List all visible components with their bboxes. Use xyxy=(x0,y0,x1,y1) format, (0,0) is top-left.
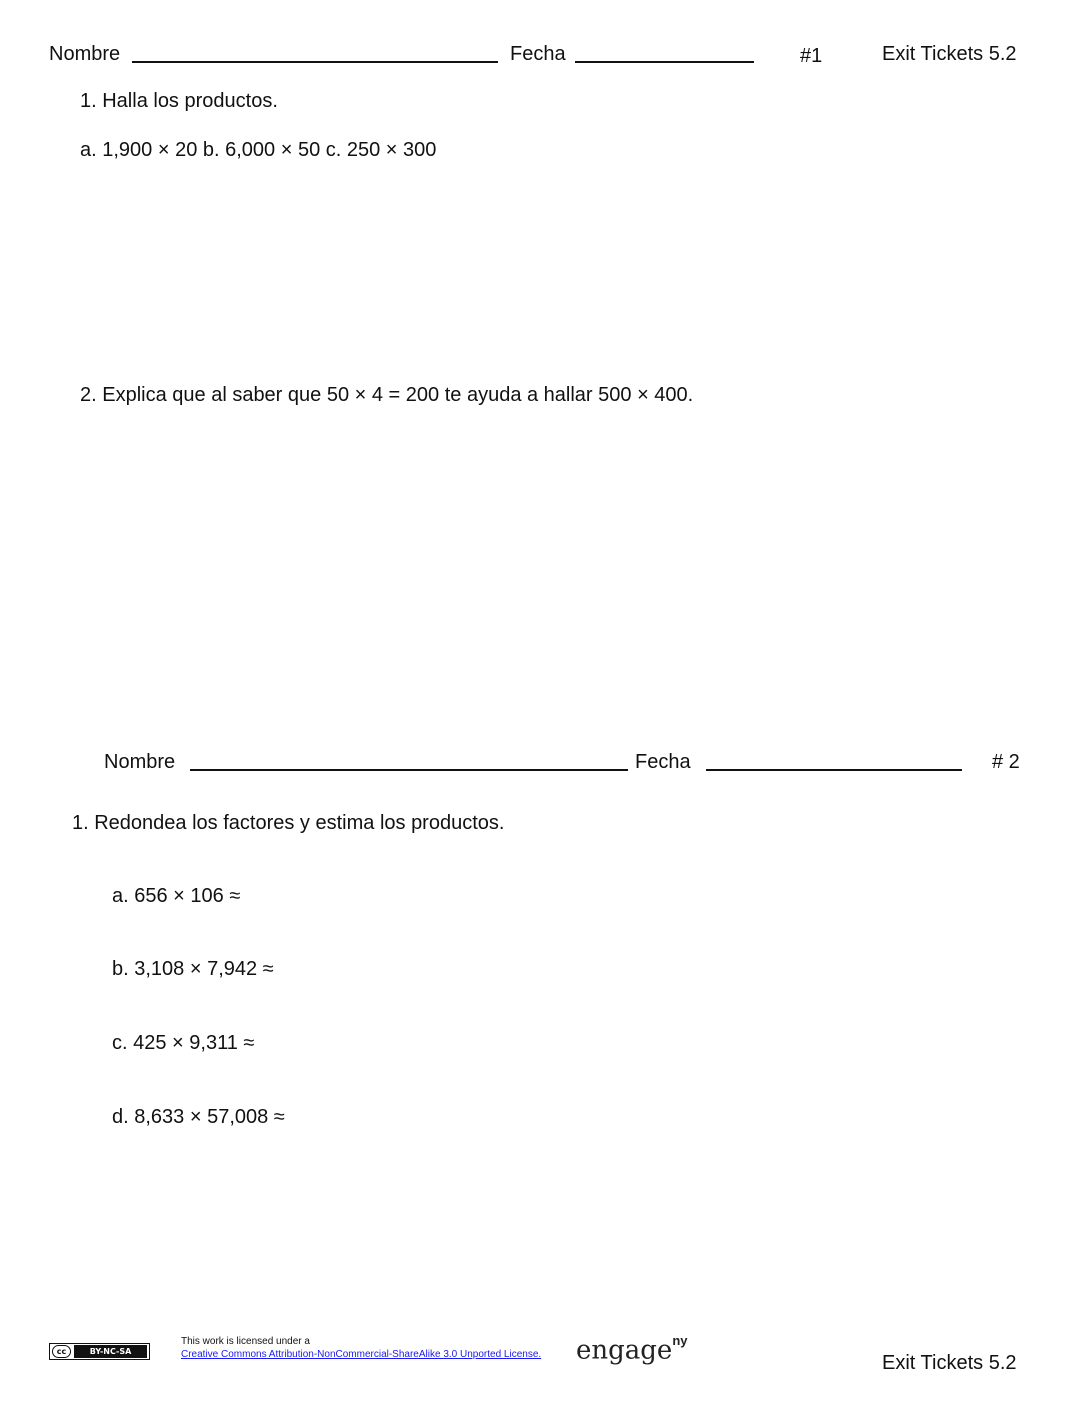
series-label-bottom: Exit Tickets 5.2 xyxy=(882,1352,1017,1374)
date-line-2 xyxy=(706,769,962,771)
question-round-text: 1. Redondea los factores y estima los productos. xyxy=(72,812,505,834)
name-line-1 xyxy=(132,61,498,63)
license-text: This work is licensed under a xyxy=(181,1336,310,1347)
logo-main-text: engage xyxy=(576,1335,673,1366)
estimate-item-d: d. 8,633 × 57,008 ≈ xyxy=(112,1106,285,1128)
ticket-number-2: # 2 xyxy=(992,751,1020,773)
date-line-1 xyxy=(575,61,754,63)
name-label-1: Nombre xyxy=(49,43,121,65)
series-label-top: Exit Tickets 5.2 xyxy=(882,43,1017,65)
question-2-text: 2. Explica que al saber que 50 × 4 = 200 te ayuda a hallar 500 × 400. xyxy=(80,384,694,406)
name-label-2: Nombre xyxy=(104,751,176,773)
name-line-2 xyxy=(190,769,628,771)
ticket-number-1: #1 xyxy=(800,45,823,67)
question-1-text: 1. Halla los productos. xyxy=(80,90,278,112)
license-link[interactable]: Creative Commons Attribution-NonCommercial-ShareAlike 3.0 Unported License. xyxy=(181,1349,542,1360)
question-1-items: a. 1,900 × 20 b. 6,000 × 50 c. 250 × 300 xyxy=(80,139,437,161)
cc-license-badge xyxy=(49,1343,150,1360)
logo-sup-text: ny xyxy=(672,1333,688,1348)
cc-icon: cc xyxy=(52,1345,71,1358)
engageny-logo xyxy=(576,1330,687,1366)
estimate-item-b: b. 3,108 × 7,942 ≈ xyxy=(112,958,274,980)
date-label-2: Fecha xyxy=(635,751,691,773)
cc-badge-text: BY-NC-SA xyxy=(74,1345,147,1358)
date-label-1: Fecha xyxy=(510,43,566,65)
estimate-item-a: a. 656 × 106 ≈ xyxy=(112,885,241,907)
estimate-item-c: c. 425 × 9,311 ≈ xyxy=(112,1032,255,1054)
